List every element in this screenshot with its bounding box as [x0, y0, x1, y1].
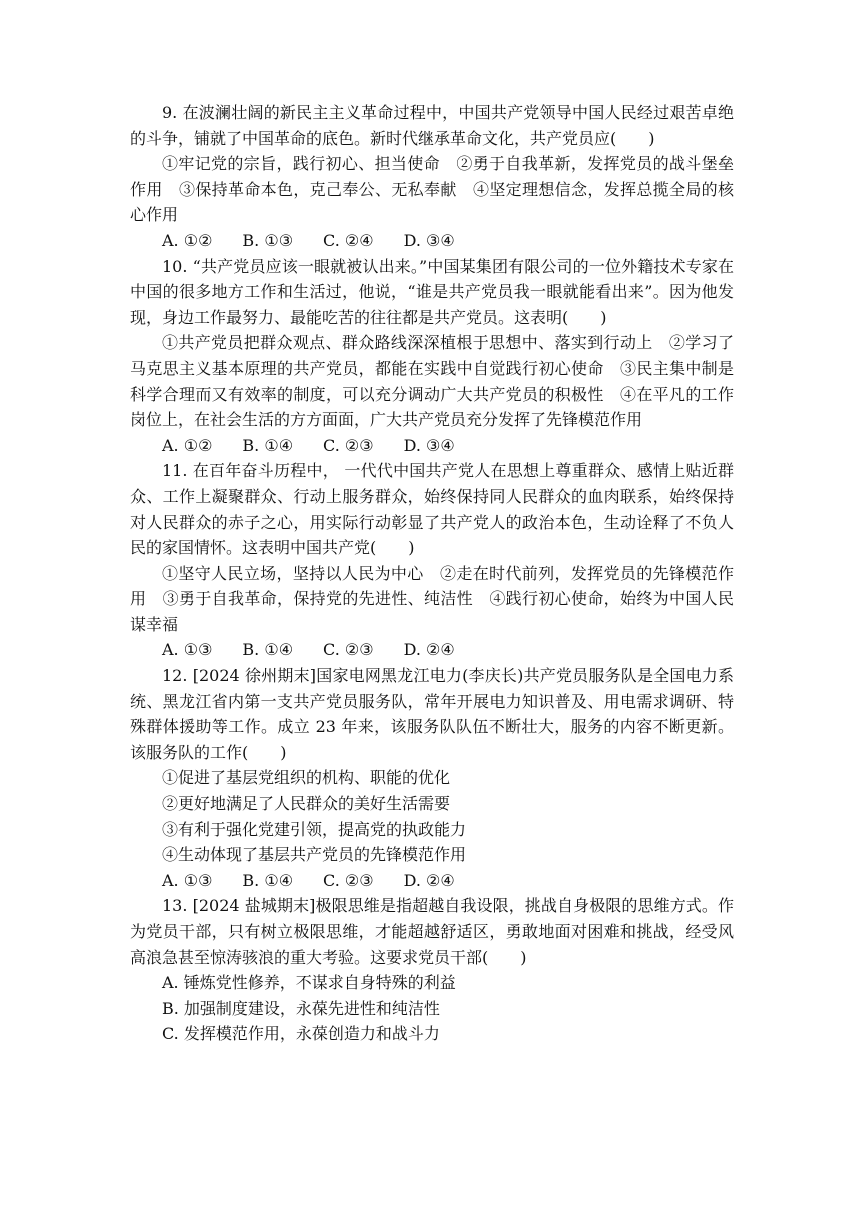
choice-a[interactable]: A. 锤炼党性修养，不谋求自身特殊的利益: [162, 973, 456, 993]
question-stem: 11. 在百年奋斗历程中， 一代代中国共产党人在思想上尊重群众、感情上贴近群众、工作上凝聚群众、行动上服务群众，始终保持同人民群众的血肉联系，始终保持对人民群众的赤子之心，用实际行动彰显了共产党人的政治本色，生动诠释了不负人民的家国情怀。这表明中国共产党( ): [130, 461, 734, 558]
choice-d[interactable]: D. ③④: [403, 230, 455, 250]
question-stem: 10. “共产党员应该一眼就被认出来。”中国某集团有限公司的一位外籍技术专家在中国的很多地方工作和生活过，他说，“谁是共产党员我一眼就能看出来”。因为他发现，身边工作最努力、最能吃苦的往往都是共产党员。这表明( ): [130, 256, 734, 327]
choice-c[interactable]: C. ②④: [323, 230, 374, 250]
exam-page: [130, 100, 734, 1047]
choice-a[interactable]: A. ①②: [162, 435, 213, 455]
choice-c[interactable]: C. ②③: [323, 870, 374, 890]
choice-a[interactable]: A. ①③: [162, 870, 213, 890]
statement-4: ④生动体现了基层共产党员的先锋模范作用: [162, 845, 467, 865]
answer-choices: [130, 868, 734, 894]
question-10: [130, 254, 734, 459]
choice-d[interactable]: D. ②④: [403, 870, 455, 890]
choice-b[interactable]: B. ①④: [242, 870, 294, 890]
question-stem: 13. [2024 盐城期末]极限思维是指超越自我设限，挑战自身极限的思维方式。作为党员干部，只有树立极限思维，才能超越舒适区，勇敢地面对困难和挑战，经受风高浪急甚至惊涛骇浪的重大考验。这要求党员干部( ): [130, 896, 734, 967]
question-stem: 12. [2024 徐州期末]国家电网黑龙江电力(李庆长)共产党员服务队是全国电力系统、黑龙江省内第一支共产党员服务队，常年开展电力知识普及、用电需求调研、特殊群体援助等工作。成立 23 年来，该服务队队伍不断壮大，服务的内容不断更新。该服务队的工作( ): [130, 666, 734, 762]
answer-choices: [130, 228, 734, 254]
question-stem: 9. 在波澜壮阔的新民主主义革命过程中，中国共产党领导中国人民经过艰苦卓绝的斗争，铺就了中国革命的底色。新时代继承革命文化，共产党员应( ): [130, 103, 734, 148]
choice-d[interactable]: D. ③④: [403, 435, 455, 455]
statement-1: ①促进了基层党组织的机构、职能的优化: [162, 768, 451, 788]
statement-3: ③有利于强化党建引领，提高党的执政能力: [162, 819, 467, 839]
choice-c[interactable]: C. 发挥模范作用，永葆创造力和战斗力: [162, 1024, 440, 1044]
question-13: [130, 893, 734, 1047]
choice-b[interactable]: B. ①④: [242, 435, 294, 455]
answer-choices: [130, 433, 734, 459]
answer-choices: [130, 637, 734, 663]
question-12: [130, 663, 734, 893]
choice-b[interactable]: B. ①④: [242, 640, 294, 660]
choice-c[interactable]: C. ②③: [323, 640, 374, 660]
choice-b[interactable]: B. ①③: [242, 230, 294, 250]
choice-b[interactable]: B. 加强制度建设，永葆先进性和纯洁性: [162, 998, 440, 1018]
question-11: [130, 458, 734, 663]
question-statements: ①共产党员把群众观点、群众路线深深植根于思想中、落实到行动上 ②学习了马克思主义基本原理的共产党员，都能在实践中自觉践行初心使命 ③民主集中制是科学合理而又有效率的制度，可以充分调动广大共产党员的积极性 ④在平凡的工作岗位上，在社会生活的方方面面，广大共产党员充分发挥了先锋模范作用: [130, 333, 734, 430]
choice-a[interactable]: A. ①②: [162, 230, 213, 250]
statement-2: ②更好地满足了人民群众的美好生活需要: [162, 794, 451, 814]
question-statements: ①牢记党的宗旨，践行初心、担当使命 ②勇于自我革新，发挥党员的战斗堡垒作用 ③保持革命本色，克己奉公、无私奉献 ④坚定理想信念，发挥总揽全局的核心作用: [130, 154, 734, 225]
choice-a[interactable]: A. ①③: [162, 640, 213, 660]
question-statements: ①坚守人民立场，坚持以人民为中心 ②走在时代前列，发挥党员的先锋模范作用 ③勇于自我革命，保持党的先进性、纯洁性 ④践行初心使命，始终为中国人民谋幸福: [130, 563, 734, 634]
choice-c[interactable]: C. ②③: [323, 435, 374, 455]
choice-d[interactable]: D. ②④: [403, 640, 455, 660]
question-9: [130, 100, 734, 254]
